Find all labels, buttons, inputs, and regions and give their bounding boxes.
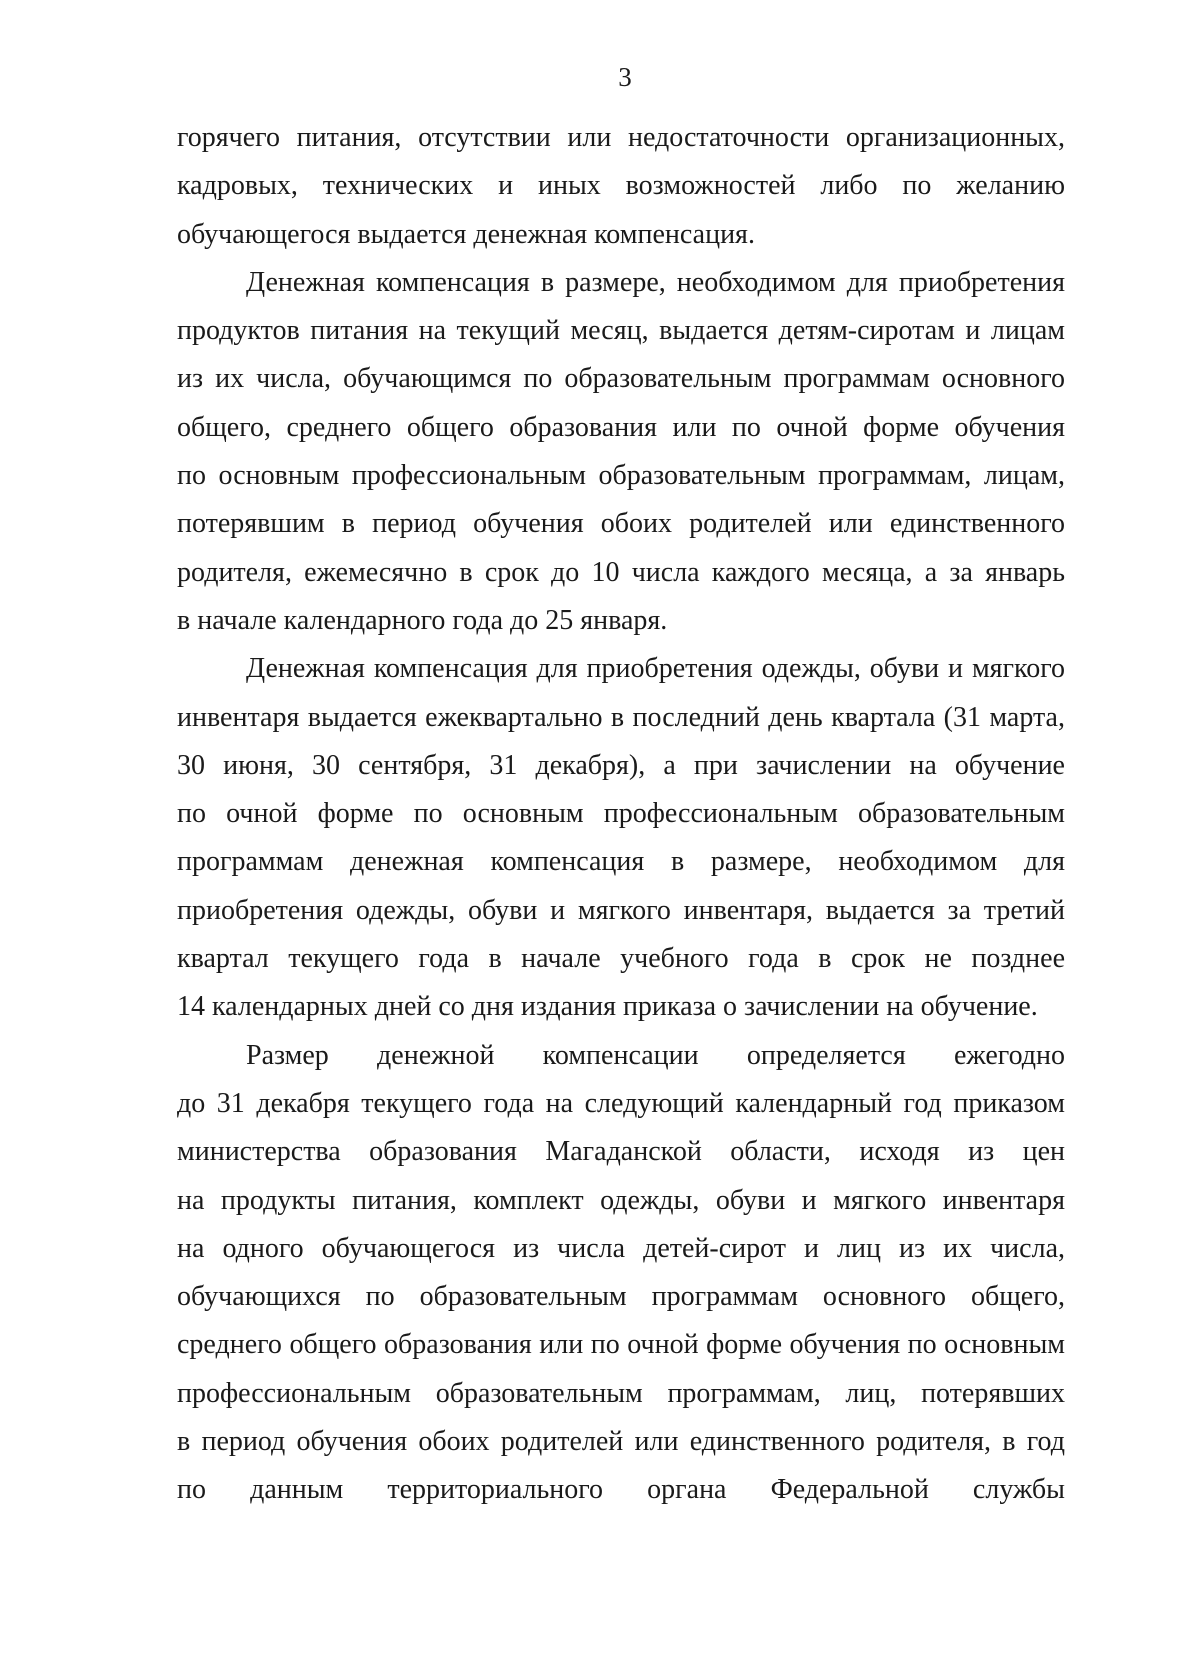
text-line: по очной форме по основным профессиональным образовательным (177, 798, 1065, 830)
text-line: по основным профессиональным образовательным программам, лицам, (177, 460, 1065, 492)
text-line: 30 июня, 30 сентября, 31 декабря), а при зачислении на обучение (177, 749, 1065, 781)
text-line: родителя, ежемесячно в срок до 10 числа каждого месяца, а за январь (177, 556, 1065, 588)
text-line: приобретения одежды, обуви и мягкого инвентаря, выдается за третий (177, 894, 1065, 926)
text-line: среднего общего образования или по очной форме обучения по основным (177, 1329, 1065, 1361)
text-line: обучающихся по образовательным программам основного общего, (177, 1281, 1065, 1313)
text-line: программам денежная компенсация в размере, необходимом для (177, 846, 1065, 878)
text-line: до 31 декабря текущего года на следующий календарный год приказом (177, 1087, 1065, 1119)
text-line: горячего питания, отсутствии или недостаточности организационных, (177, 122, 1065, 153)
text-line: Денежная компенсация для приобретения одежды, обуви и мягкого (246, 653, 1065, 685)
text-line: в период обучения обоих родителей или единственного родителя, в год (177, 1426, 1065, 1458)
text-line: на продукты питания, комплект одежды, обуви и мягкого инвентаря (177, 1184, 1065, 1216)
text-line: по данным территориального органа Федеральной службы (177, 1474, 1065, 1506)
text-line: 14 календарных дней со дня издания приказа о зачислении на обучение. (177, 991, 1038, 1023)
text-line: продуктов питания на текущий месяц, выдается детям-сиротам и лицам (177, 315, 1065, 347)
text-line: обучающегося выдается денежная компенсация. (177, 218, 755, 250)
text-line: кадровых, технических и иных возможностей либо по желанию (177, 170, 1065, 202)
page-number: 3 (618, 62, 632, 92)
text-line: министерства образования Магаданской области, исходя из цен (177, 1136, 1065, 1168)
text-line: инвентаря выдается ежеквартально в последний день квартала (31 марта, (177, 701, 1065, 733)
text-line: из их числа, обучающимся по образовательным программам основного (177, 363, 1065, 395)
text-line: квартал текущего года в начале учебного года в срок не позднее (177, 943, 1065, 975)
document-body (177, 114, 1065, 1515)
text-line: Размер денежной компенсации определяется ежегодно (246, 1039, 1065, 1071)
text-line: на одного обучающегося из числа детей-сирот и лиц из их числа, (177, 1232, 1065, 1264)
text-line: общего, среднего общего образования или по очной форме обучения (177, 411, 1065, 443)
text-line: в начале календарного года до 25 января. (177, 604, 668, 636)
text-line: потерявшим в период обучения обоих родителей или единственного (177, 508, 1065, 540)
text-line: профессиональным образовательным программам, лиц, потерявших (177, 1377, 1065, 1409)
text-line: Денежная компенсация в размере, необходимом для приобретения (246, 266, 1065, 298)
